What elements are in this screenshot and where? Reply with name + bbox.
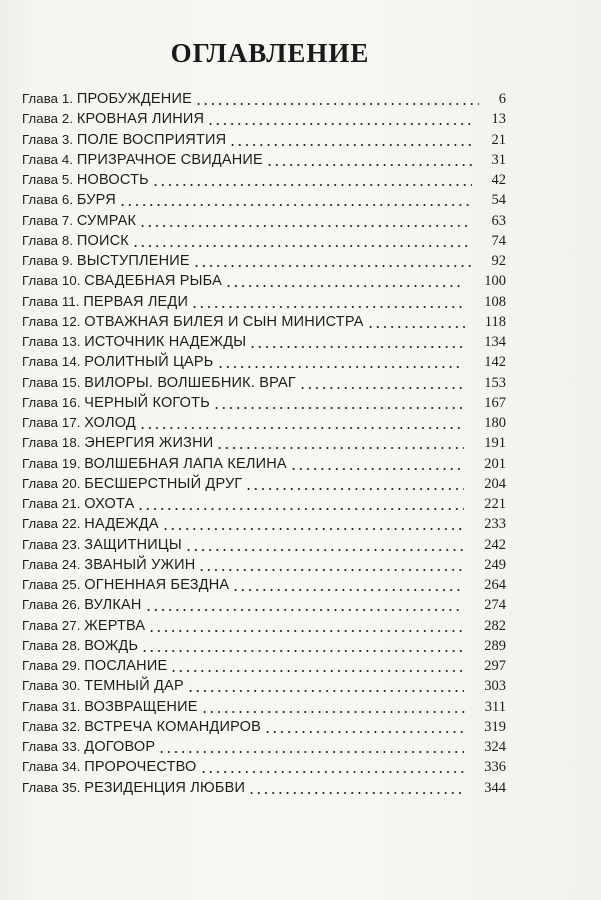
chapter-title: ХОЛОД	[84, 415, 136, 431]
chapter-title: РЕЗИДЕНЦИЯ ЛЮБВИ	[84, 779, 246, 796]
dot-leader	[207, 123, 471, 125]
toc-entry	[0, 757, 601, 777]
page-number: 282	[484, 617, 506, 634]
page-number: 303	[484, 678, 506, 695]
dot-leader	[245, 488, 464, 490]
toc-entry-label	[22, 332, 246, 352]
toc-entry-label	[22, 170, 149, 190]
page-number: 21	[491, 131, 506, 148]
dot-leader	[193, 265, 472, 267]
dot-leader	[213, 407, 464, 409]
toc-entry-label	[22, 190, 116, 210]
chapter-number: Глава 12.	[22, 313, 81, 329]
toc-entry	[0, 454, 601, 474]
chapter-title: СВАДЕБНАЯ РЫБА	[84, 273, 222, 290]
chapter-title: ПОИСК	[76, 232, 129, 249]
toc-entry-label	[22, 393, 210, 413]
dot-leader	[162, 528, 465, 530]
chapter-number: Глава 11.	[22, 293, 80, 309]
chapter-title: ОГНЕННАЯ БЕЗДНА	[84, 577, 230, 593]
toc-entry-label	[22, 474, 242, 494]
toc-entry	[0, 737, 601, 757]
page-number: 311	[484, 698, 506, 715]
chapter-number: Глава 19.	[22, 455, 81, 471]
dot-leader	[145, 609, 465, 611]
page-number: 153	[484, 374, 506, 391]
chapter-title: БУРЯ	[76, 192, 116, 209]
chapter-number: Глава 2.	[22, 111, 74, 127]
page-number: 297	[484, 658, 506, 674]
toc-entry	[0, 636, 601, 656]
toc-entry	[0, 352, 601, 372]
chapter-title: ДОГОВОР	[84, 739, 156, 755]
toc-entry	[0, 251, 601, 271]
page-number: 274	[484, 597, 506, 614]
toc-entry-label	[22, 575, 229, 595]
toc-entry-label	[22, 292, 188, 312]
dot-leader	[191, 306, 464, 308]
page-number: 6	[498, 91, 506, 107]
chapter-title: ПРИЗРАЧНОЕ СВИДАНИЕ	[76, 151, 263, 168]
toc-entry	[0, 697, 601, 717]
chapter-number: Глава 34.	[22, 759, 81, 775]
toc-entry	[0, 332, 601, 352]
toc-entry	[0, 150, 601, 170]
page-number: 336	[484, 759, 506, 776]
toc-entry-label	[22, 413, 136, 433]
chapter-number: Глава 28.	[22, 637, 81, 653]
toc-entry	[0, 130, 601, 150]
page-title: ОГЛАВЛЕНИЕ	[170, 38, 370, 68]
toc-entry	[0, 413, 601, 433]
dot-leader	[201, 711, 465, 713]
chapter-number: Глава 20.	[22, 475, 81, 491]
chapter-number: Глава 27.	[22, 617, 81, 633]
toc-entry	[0, 575, 601, 595]
toc-entry	[0, 271, 601, 291]
page-number: 191	[484, 435, 506, 452]
toc-entry	[0, 89, 601, 109]
chapter-number: Глава 18.	[22, 435, 81, 451]
dot-leader	[158, 751, 464, 753]
dot-leader	[187, 690, 464, 692]
toc-entry-label	[22, 535, 182, 555]
toc-entry-label	[22, 231, 129, 251]
page-number: 264	[484, 577, 506, 593]
chapter-number: Глава 31.	[22, 698, 81, 714]
chapter-number: Глава 17.	[22, 415, 81, 430]
dot-leader	[248, 792, 464, 794]
dot-leader	[170, 670, 464, 672]
toc-entry	[0, 778, 601, 798]
chapter-title: КРОВНАЯ ЛИНИЯ	[76, 111, 205, 128]
chapter-title: ВЫСТУПЛЕНИЕ	[76, 253, 190, 269]
toc-entry-label	[22, 514, 159, 534]
page-number: 242	[484, 536, 506, 553]
chapter-number: Глава 10.	[22, 273, 81, 289]
chapter-title: ЭНЕРГИЯ ЖИЗНИ	[84, 435, 214, 452]
dot-leader	[200, 771, 465, 773]
toc-entry-label	[22, 616, 145, 636]
page-number: 74	[491, 232, 506, 249]
table-of-contents	[0, 89, 601, 798]
chapter-number: Глава 32.	[22, 718, 81, 734]
toc-entry-label	[22, 697, 198, 717]
page-number: 204	[484, 475, 506, 492]
chapter-number: Глава 26.	[22, 597, 81, 613]
toc-entry	[0, 595, 601, 615]
chapter-title: БЕСШЕРСТНЫЙ ДРУГ	[84, 475, 243, 492]
dot-leader	[139, 225, 471, 227]
toc-entry	[0, 109, 601, 129]
toc-entry-label	[22, 454, 287, 474]
page-number: 324	[484, 739, 506, 755]
chapter-number: Глава 6.	[22, 192, 74, 208]
toc-entry-label	[22, 352, 214, 372]
toc-entry-label	[22, 271, 222, 291]
toc-entry	[0, 494, 601, 514]
dot-leader	[198, 569, 464, 571]
chapter-title: ВИЛОРЫ. ВОЛШЕБНИК. ВРАГ	[84, 374, 296, 391]
page-number: 63	[491, 212, 506, 229]
toc-entry-label	[22, 656, 167, 676]
dot-leader	[232, 589, 464, 591]
chapter-title: ПРОРОЧЕСТВО	[84, 759, 197, 776]
chapter-number: Глава 33.	[22, 739, 81, 754]
chapter-title: ПЕРВАЯ ЛЕДИ	[83, 293, 189, 310]
toc-entry-label	[22, 211, 136, 231]
dot-leader	[185, 549, 464, 551]
toc-entry	[0, 292, 601, 312]
toc-entry-label	[22, 130, 226, 150]
toc-entry-label	[22, 636, 138, 656]
page-number: 118	[484, 313, 506, 330]
toc-entry-label	[22, 555, 195, 575]
toc-entry-label	[22, 737, 155, 757]
toc-entry-label	[22, 251, 190, 271]
dot-leader	[229, 144, 471, 146]
page-number: 92	[491, 253, 506, 269]
dot-leader	[139, 427, 464, 429]
chapter-number: Глава 9.	[22, 253, 74, 268]
chapter-title: ВСТРЕЧА КОМАНДИРОВ	[84, 718, 261, 735]
chapter-number: Глава 5.	[22, 172, 74, 187]
toc-entry	[0, 676, 601, 696]
toc-entry-label	[22, 717, 261, 737]
chapter-title: ПОЛЕ ВОСПРИЯТИЯ	[76, 131, 227, 148]
toc-entry	[0, 231, 601, 251]
page-number: 134	[484, 334, 506, 350]
toc-entry	[0, 393, 601, 413]
page-number: 167	[484, 394, 506, 411]
chapter-title: ПРОБУЖДЕНИЕ	[76, 91, 192, 107]
page-number: 108	[484, 293, 506, 310]
chapter-title: ВОЛШЕБНАЯ ЛАПА КЕЛИНА	[84, 455, 287, 472]
page-number: 233	[484, 516, 506, 533]
dot-leader	[264, 731, 464, 733]
dot-leader	[290, 468, 464, 470]
dot-leader	[216, 447, 464, 449]
chapter-title: ОХОТА	[84, 496, 135, 512]
toc-entry	[0, 555, 601, 575]
toc-entry	[0, 535, 601, 555]
page-number: 289	[484, 637, 506, 654]
dot-leader	[266, 164, 472, 166]
toc-entry	[0, 373, 601, 393]
dot-leader	[119, 204, 472, 206]
dot-leader	[217, 366, 465, 368]
page-number: 54	[491, 192, 506, 209]
toc-entry	[0, 433, 601, 453]
toc-entry	[0, 616, 601, 636]
toc-entry-label	[22, 109, 204, 129]
chapter-title: ВОЖДЬ	[84, 637, 139, 654]
chapter-number: Глава 23.	[22, 536, 81, 552]
chapter-title: ТЕМНЫЙ ДАР	[84, 678, 184, 695]
page-number: 31	[491, 151, 506, 168]
chapter-title: ПОСЛАНИЕ	[84, 658, 168, 674]
dot-leader	[249, 346, 464, 348]
chapter-number: Глава 30.	[22, 678, 81, 694]
toc-entry-label	[22, 676, 184, 696]
toc-entry	[0, 474, 601, 494]
toc-entry	[0, 211, 601, 231]
toc-entry-label	[22, 778, 245, 798]
page-number: 13	[491, 111, 506, 128]
toc-entry-label	[22, 433, 213, 453]
toc-entry-label	[22, 494, 134, 514]
page-number: 344	[484, 779, 506, 796]
chapter-title: ЗАЩИТНИЦЫ	[84, 536, 182, 553]
chapter-number: Глава 15.	[22, 374, 81, 390]
chapter-title: НОВОСТЬ	[76, 172, 149, 188]
chapter-number: Глава 22.	[22, 516, 81, 532]
chapter-number: Глава 4.	[22, 151, 74, 167]
chapter-title: ЧЕРНЫЙ КОГОТЬ	[84, 394, 210, 411]
dot-leader	[132, 245, 472, 247]
chapter-title: ЗВАНЫЙ УЖИН	[84, 556, 196, 573]
chapter-title: СУМРАК	[76, 212, 137, 229]
chapter-number: Глава 13.	[22, 334, 81, 349]
toc-entry-label	[22, 312, 364, 332]
chapter-title: РОЛИТНЫЙ ЦАРЬ	[84, 354, 214, 371]
dot-leader	[148, 630, 464, 632]
toc-entry-label	[22, 757, 197, 777]
chapter-title: НАДЕЖДА	[84, 516, 159, 533]
chapter-title: ОТВАЖНАЯ БИЛЕЯ И СЫН МИНИСТРА	[84, 313, 364, 330]
chapter-number: Глава 8.	[22, 232, 74, 248]
dot-leader	[225, 285, 464, 287]
toc-entry	[0, 190, 601, 210]
toc-entry-label	[22, 150, 263, 170]
chapter-number: Глава 1.	[22, 91, 74, 106]
chapter-title: ЖЕРТВА	[84, 617, 146, 634]
page-number: 319	[484, 718, 506, 735]
toc-entry-label	[22, 89, 192, 109]
page-number: 100	[484, 273, 506, 290]
chapter-number: Глава 24.	[22, 556, 81, 572]
chapter-number: Глава 35.	[22, 779, 81, 795]
page-number: 42	[491, 172, 506, 188]
dot-leader	[152, 184, 472, 186]
page-number: 221	[484, 496, 506, 512]
dot-leader	[137, 508, 464, 510]
chapter-number: Глава 3.	[22, 131, 74, 147]
page-number: 201	[484, 455, 506, 472]
chapter-title: ИСТОЧНИК НАДЕЖДЫ	[84, 334, 247, 350]
dot-leader	[299, 387, 464, 389]
chapter-number: Глава 7.	[22, 212, 74, 228]
chapter-title: ВОЗВРАЩЕНИЕ	[84, 698, 198, 715]
toc-entry-label	[22, 595, 142, 615]
page-number: 180	[484, 415, 506, 431]
chapter-number: Глава 29.	[22, 658, 81, 673]
toc-entry	[0, 312, 601, 332]
toc-entry	[0, 170, 601, 190]
chapter-title: ВУЛКАН	[84, 597, 142, 614]
dot-leader	[141, 650, 464, 652]
chapter-number: Глава 16.	[22, 394, 81, 410]
dot-leader	[195, 103, 479, 105]
toc-entry	[0, 656, 601, 676]
chapter-number: Глава 21.	[22, 496, 81, 511]
toc-entry	[0, 717, 601, 737]
dot-leader	[367, 326, 465, 328]
toc-entry	[0, 514, 601, 534]
chapter-number: Глава 25.	[22, 577, 81, 592]
page-number: 249	[484, 556, 506, 573]
page-number: 142	[484, 354, 506, 371]
toc-entry-label	[22, 373, 296, 393]
chapter-number: Глава 14.	[22, 354, 81, 370]
